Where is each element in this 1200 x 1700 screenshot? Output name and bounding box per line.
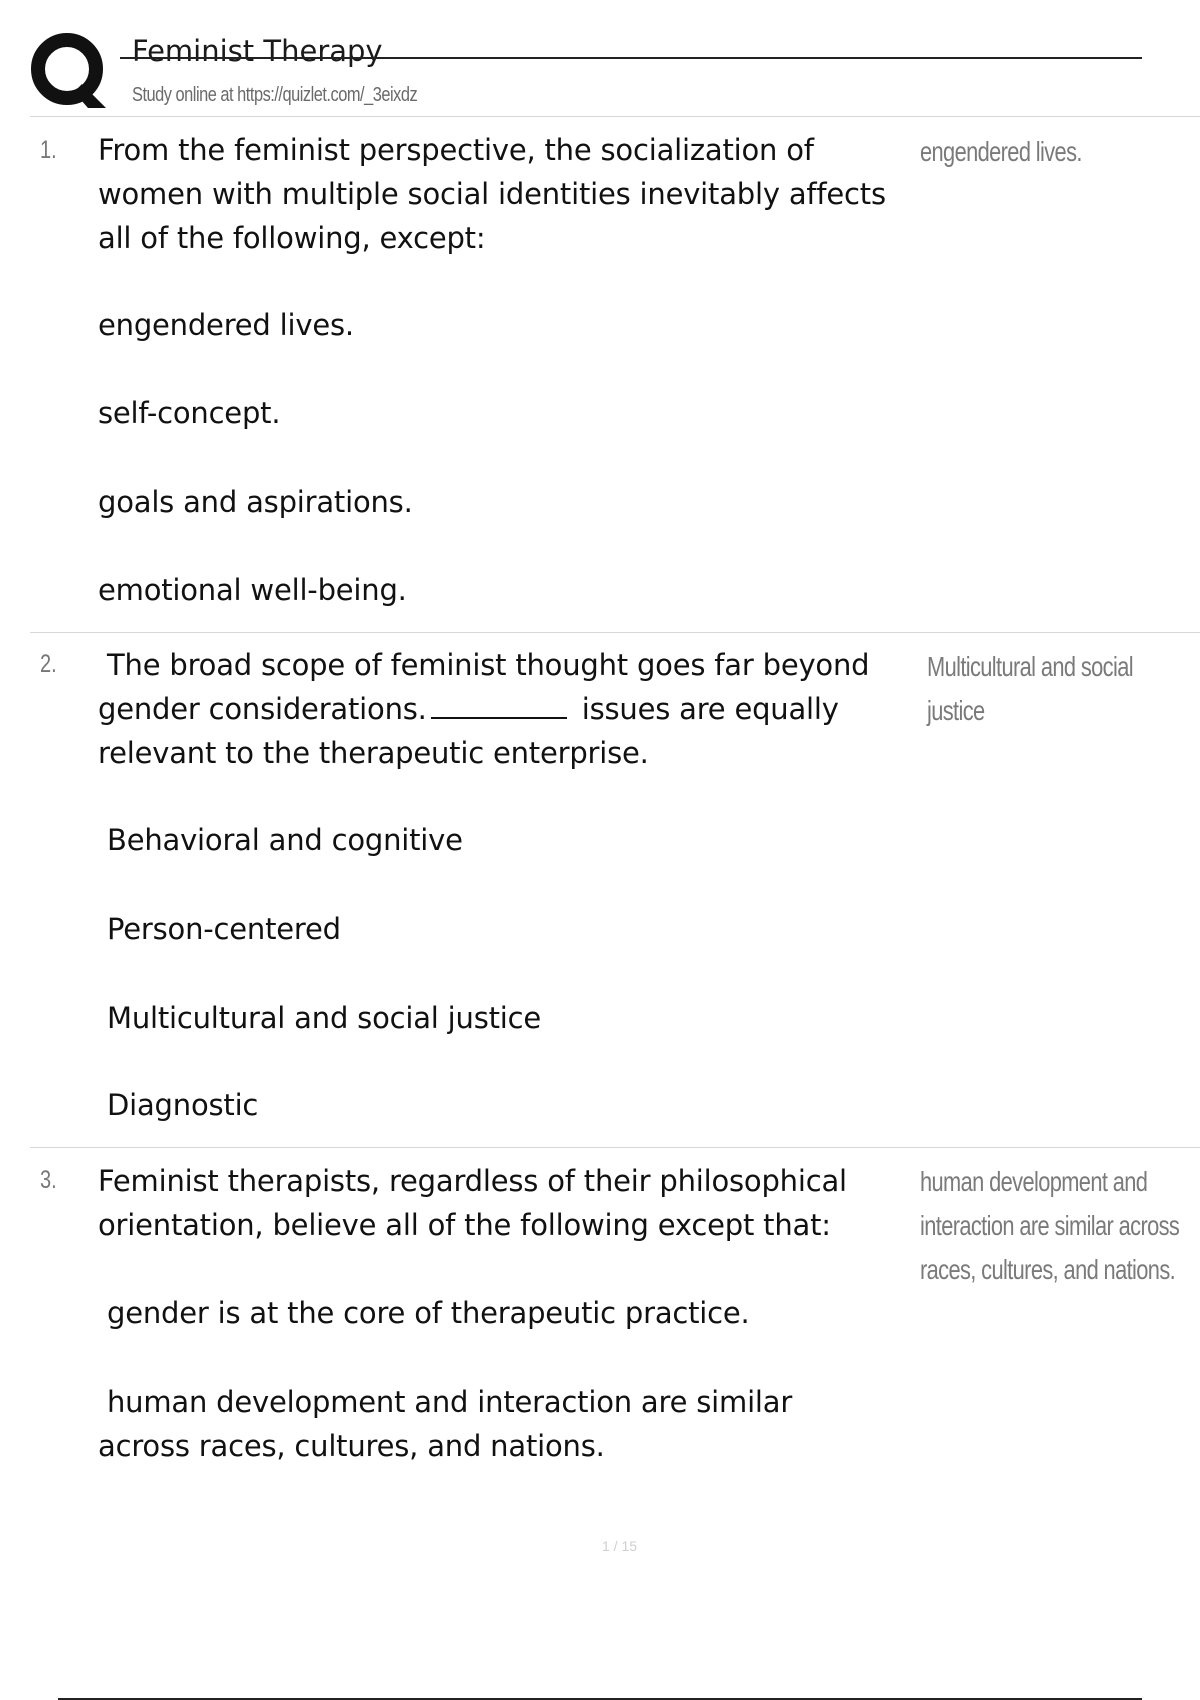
answer-choice: Behavioral and cognitive — [107, 823, 463, 857]
card-number: 2. — [40, 650, 57, 678]
card-number: 1. — [40, 136, 57, 164]
answer-choice: goals and aspirations. — [98, 485, 413, 519]
question-text: From the feminist perspective, the socialization of women with multiple social identities inevitably affects all of the following, except: — [98, 133, 886, 255]
study-online-link[interactable]: Study online at https://quizlet.com/_3eixdz — [132, 84, 418, 106]
fill-in-blank — [431, 695, 567, 719]
page-number: 1 / 15 — [602, 1538, 638, 1554]
question-text-part: issues are equally relevant to the therapeutic enterprise. — [98, 692, 839, 770]
quizlet-logo-icon — [30, 32, 108, 110]
page-title: Feminist Therapy — [132, 34, 383, 68]
question-text — [98, 643, 918, 775]
answer-choice: Diagnostic — [107, 1088, 259, 1122]
question-text-part: The broad scope of feminist thought goes far beyond gender considerations. — [98, 648, 870, 726]
answer-choice: engendered lives. — [98, 308, 354, 342]
answer-choice: Multicultural and social justice — [107, 1001, 542, 1035]
answer-choice: Person-centered — [107, 912, 341, 946]
question-text: Feminist therapists, regardless of their philosophical orientation, believe all of the following except that: — [98, 1164, 847, 1242]
answer-choice: self-concept. — [98, 396, 281, 430]
correct-answer: engendered lives. — [920, 136, 1082, 167]
divider — [30, 1147, 1200, 1148]
card-number: 3. — [40, 1166, 57, 1194]
divider — [30, 632, 1200, 633]
header-rule — [120, 57, 1142, 59]
divider — [30, 116, 1200, 117]
answer-choice: gender is at the core of therapeutic practice. — [107, 1296, 750, 1330]
correct-answer: Multicultural and social justice — [927, 651, 1133, 726]
answer-choice: human development and interaction are similar across races, cultures, and nations. — [98, 1385, 793, 1463]
answer-choice: emotional well-being. — [98, 573, 407, 607]
correct-answer: human development and interaction are similar across races, cultures, and nations. — [920, 1166, 1180, 1285]
